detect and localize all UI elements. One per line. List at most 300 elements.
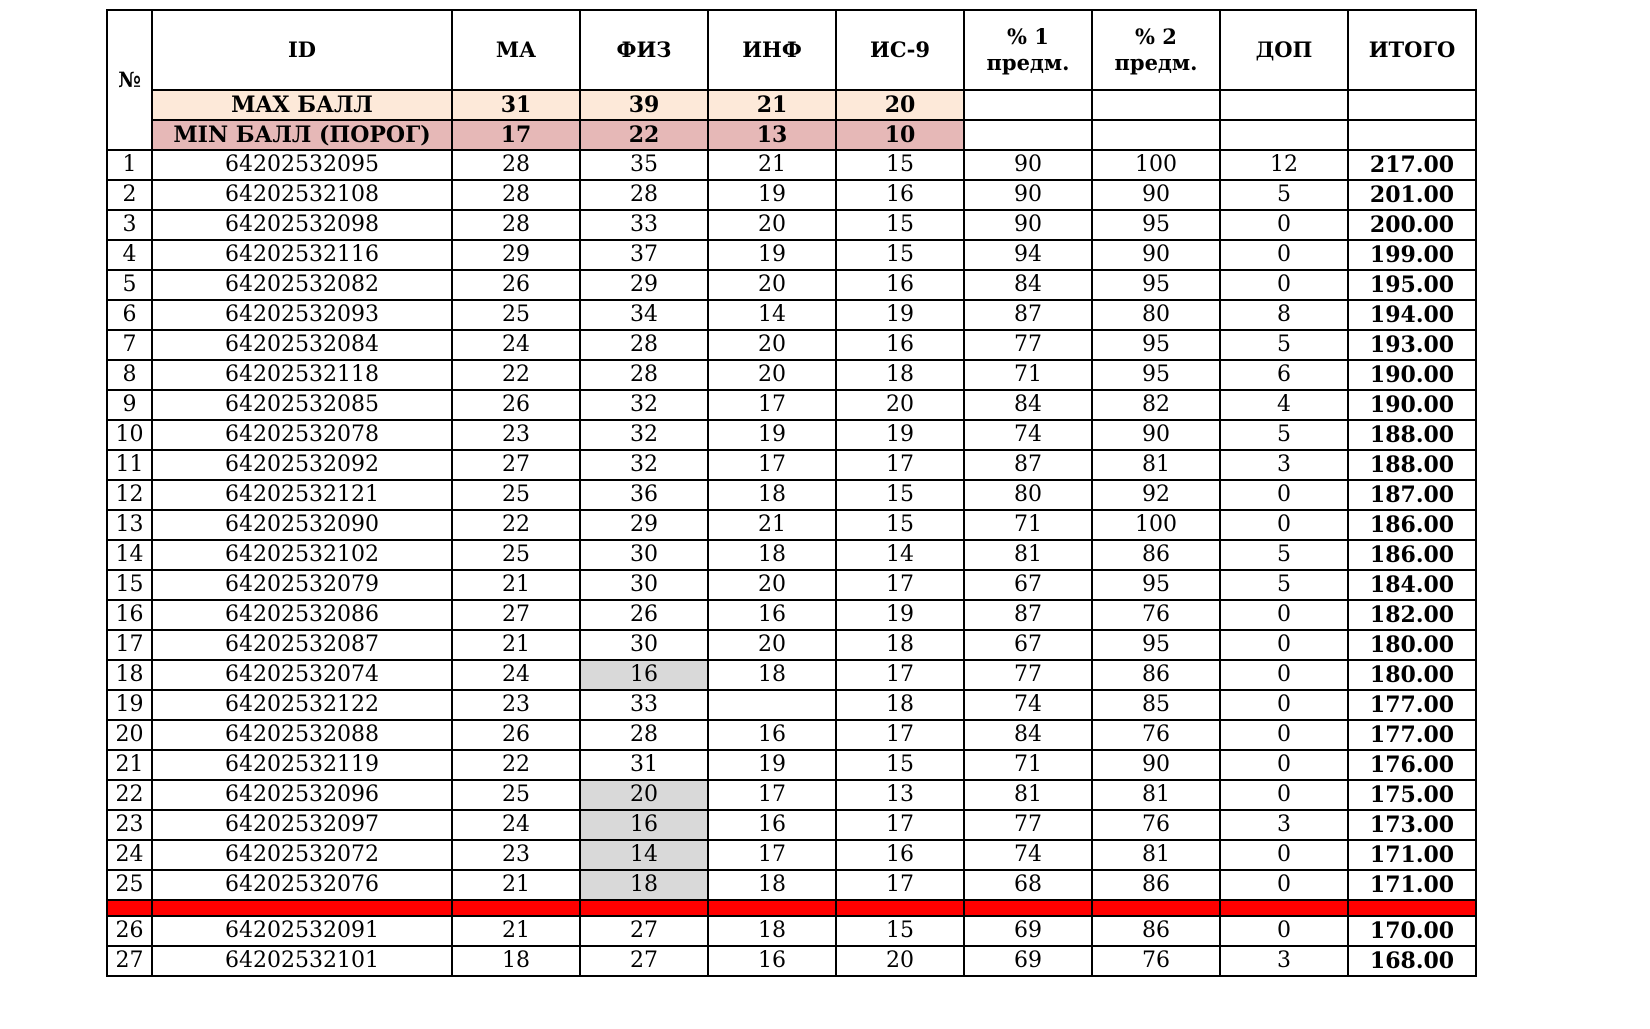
- row-is9: 15: [836, 150, 964, 180]
- row-pct1: 77: [964, 330, 1092, 360]
- max-inf: 21: [708, 90, 836, 120]
- header-pct2: [1092, 10, 1220, 90]
- cutoff-separator-cell: [452, 900, 580, 916]
- row-inf: 20: [708, 210, 836, 240]
- row-inf: 16: [708, 946, 836, 976]
- row-pct1: 71: [964, 360, 1092, 390]
- row-is9: 15: [836, 480, 964, 510]
- row-fiz: 27: [580, 916, 708, 946]
- row-id: 64202532092: [152, 450, 452, 480]
- row-pct1: 90: [964, 210, 1092, 240]
- row-id: 64202532122: [152, 690, 452, 720]
- ranking-table: [106, 9, 1477, 977]
- row-pct1: 68: [964, 870, 1092, 900]
- row-is9: 18: [836, 690, 964, 720]
- row-dop: 0: [1220, 720, 1348, 750]
- row-is9: 17: [836, 720, 964, 750]
- row-total: 186.00: [1348, 510, 1476, 540]
- row-dop: 3: [1220, 946, 1348, 976]
- row-pct2: 81: [1092, 450, 1220, 480]
- table-row: [107, 450, 1476, 480]
- header-ma: МА: [452, 10, 580, 90]
- row-pct1: 84: [964, 390, 1092, 420]
- row-id: 64202532090: [152, 510, 452, 540]
- row-is9: 16: [836, 330, 964, 360]
- row-is9: 19: [836, 300, 964, 330]
- row-dop: 3: [1220, 810, 1348, 840]
- table-body: [107, 10, 1476, 976]
- row-total: 175.00: [1348, 780, 1476, 810]
- header-fiz: ФИЗ: [580, 10, 708, 90]
- row-pct1: 87: [964, 300, 1092, 330]
- row-pct2: 82: [1092, 390, 1220, 420]
- row-dop: 0: [1220, 210, 1348, 240]
- row-dop: 5: [1220, 420, 1348, 450]
- header-id: ID: [152, 10, 452, 90]
- row-is9: 20: [836, 390, 964, 420]
- row-ma: 24: [452, 810, 580, 840]
- row-number: 2: [107, 180, 152, 210]
- row-total: 180.00: [1348, 660, 1476, 690]
- row-pct1: 74: [964, 420, 1092, 450]
- row-inf: 18: [708, 540, 836, 570]
- row-dop: 12: [1220, 150, 1348, 180]
- row-pct1: 69: [964, 946, 1092, 976]
- row-number: 17: [107, 630, 152, 660]
- row-is9: 17: [836, 660, 964, 690]
- row-total: 201.00: [1348, 180, 1476, 210]
- row-inf: 21: [708, 150, 836, 180]
- row-fiz: 16: [580, 810, 708, 840]
- row-pct2: 100: [1092, 510, 1220, 540]
- row-fiz: 16: [580, 660, 708, 690]
- min-empty-cell: [964, 120, 1092, 150]
- max-fiz: 39: [580, 90, 708, 120]
- row-ma: 23: [452, 690, 580, 720]
- row-ma: 27: [452, 600, 580, 630]
- header-pct1: [964, 10, 1092, 90]
- row-inf: 18: [708, 916, 836, 946]
- min-fiz: 22: [580, 120, 708, 150]
- row-dop: 0: [1220, 690, 1348, 720]
- row-is9: 15: [836, 750, 964, 780]
- row-total: 171.00: [1348, 840, 1476, 870]
- row-is9: 18: [836, 360, 964, 390]
- table-row: [107, 690, 1476, 720]
- row-dop: 0: [1220, 750, 1348, 780]
- row-ma: 21: [452, 570, 580, 600]
- max-score-row: [107, 90, 1476, 120]
- row-number: 8: [107, 360, 152, 390]
- cutoff-separator-cell: [1220, 900, 1348, 916]
- header-dop: ДОП: [1220, 10, 1348, 90]
- row-dop: 6: [1220, 360, 1348, 390]
- table-row: [107, 510, 1476, 540]
- row-total: 188.00: [1348, 450, 1476, 480]
- row-is9: 17: [836, 450, 964, 480]
- row-number: 7: [107, 330, 152, 360]
- row-is9: 18: [836, 630, 964, 660]
- table-row: [107, 360, 1476, 390]
- row-number: 15: [107, 570, 152, 600]
- row-pct2: 76: [1092, 946, 1220, 976]
- row-pct2: 86: [1092, 916, 1220, 946]
- cutoff-separator-cell: [964, 900, 1092, 916]
- max-is9: 20: [836, 90, 964, 120]
- header-row: [107, 10, 1476, 90]
- row-fiz: 30: [580, 540, 708, 570]
- row-inf: 20: [708, 270, 836, 300]
- row-id: 64202532079: [152, 570, 452, 600]
- max-empty-cell: [1092, 90, 1220, 120]
- row-dop: 0: [1220, 780, 1348, 810]
- row-pct1: 71: [964, 510, 1092, 540]
- header-pct2-line2: предм.: [1114, 50, 1198, 75]
- row-number: 20: [107, 720, 152, 750]
- row-number: 13: [107, 510, 152, 540]
- row-id: 64202532116: [152, 240, 452, 270]
- row-number: 14: [107, 540, 152, 570]
- table-row: [107, 840, 1476, 870]
- cutoff-separator-cell: [836, 900, 964, 916]
- max-empty-cell: [1348, 90, 1476, 120]
- row-dop: 0: [1220, 916, 1348, 946]
- row-pct1: 67: [964, 630, 1092, 660]
- row-ma: 21: [452, 630, 580, 660]
- header-pct2-line1: % 2: [1135, 24, 1177, 49]
- cutoff-separator-cell: [708, 900, 836, 916]
- row-number: 23: [107, 810, 152, 840]
- row-number: 9: [107, 390, 152, 420]
- row-ma: 24: [452, 330, 580, 360]
- row-number: 18: [107, 660, 152, 690]
- row-ma: 27: [452, 450, 580, 480]
- row-number: 6: [107, 300, 152, 330]
- row-is9: 19: [836, 600, 964, 630]
- header-inf: ИНФ: [708, 10, 836, 90]
- table-row: [107, 210, 1476, 240]
- table-row: [107, 780, 1476, 810]
- table-row: [107, 810, 1476, 840]
- header-is9: ИС-9: [836, 10, 964, 90]
- row-fiz: 31: [580, 750, 708, 780]
- table-row: [107, 420, 1476, 450]
- row-fiz: 33: [580, 210, 708, 240]
- min-is9: 10: [836, 120, 964, 150]
- row-dop: 5: [1220, 180, 1348, 210]
- row-id: 64202532121: [152, 480, 452, 510]
- row-pct2: 86: [1092, 870, 1220, 900]
- row-number: 25: [107, 870, 152, 900]
- min-inf: 13: [708, 120, 836, 150]
- row-number: 22: [107, 780, 152, 810]
- row-pct2: 76: [1092, 720, 1220, 750]
- row-id: 64202532088: [152, 720, 452, 750]
- row-dop: 0: [1220, 270, 1348, 300]
- row-pct1: 74: [964, 840, 1092, 870]
- row-pct1: 74: [964, 690, 1092, 720]
- row-id: 64202532098: [152, 210, 452, 240]
- row-pct2: 80: [1092, 300, 1220, 330]
- row-inf: 16: [708, 810, 836, 840]
- row-total: 217.00: [1348, 150, 1476, 180]
- row-total: 171.00: [1348, 870, 1476, 900]
- row-pct1: 90: [964, 180, 1092, 210]
- row-ma: 23: [452, 420, 580, 450]
- row-ma: 21: [452, 916, 580, 946]
- row-total: 180.00: [1348, 630, 1476, 660]
- row-is9: 15: [836, 210, 964, 240]
- row-number: 26: [107, 916, 152, 946]
- min-empty-cell: [1092, 120, 1220, 150]
- row-fiz: 32: [580, 450, 708, 480]
- row-is9: 16: [836, 270, 964, 300]
- row-id: 64202532078: [152, 420, 452, 450]
- row-ma: 25: [452, 540, 580, 570]
- table-row: [107, 330, 1476, 360]
- row-fiz: 27: [580, 946, 708, 976]
- row-pct2: 90: [1092, 750, 1220, 780]
- row-fiz: 28: [580, 330, 708, 360]
- row-inf: 17: [708, 840, 836, 870]
- row-pct2: 95: [1092, 630, 1220, 660]
- row-number: 5: [107, 270, 152, 300]
- row-inf: 20: [708, 360, 836, 390]
- row-number: 10: [107, 420, 152, 450]
- row-id: 64202532102: [152, 540, 452, 570]
- row-is9: 16: [836, 840, 964, 870]
- row-is9: 14: [836, 540, 964, 570]
- row-fiz: 28: [580, 180, 708, 210]
- row-inf: 19: [708, 180, 836, 210]
- row-total: 190.00: [1348, 390, 1476, 420]
- row-number: 24: [107, 840, 152, 870]
- row-is9: 17: [836, 870, 964, 900]
- row-id: 64202532084: [152, 330, 452, 360]
- max-empty-cell: [1220, 90, 1348, 120]
- cutoff-separator-cell: [580, 900, 708, 916]
- header-num: №: [107, 10, 152, 150]
- min-ma: 17: [452, 120, 580, 150]
- row-id: 64202532118: [152, 360, 452, 390]
- table-row: [107, 240, 1476, 270]
- row-inf: 16: [708, 720, 836, 750]
- row-total: 194.00: [1348, 300, 1476, 330]
- row-inf: 18: [708, 870, 836, 900]
- row-total: 170.00: [1348, 916, 1476, 946]
- row-id: 64202532093: [152, 300, 452, 330]
- row-number: 11: [107, 450, 152, 480]
- row-dop: 3: [1220, 450, 1348, 480]
- header-pct1-line2: предм.: [986, 50, 1070, 75]
- row-fiz: 34: [580, 300, 708, 330]
- row-total: 186.00: [1348, 540, 1476, 570]
- row-dop: 0: [1220, 870, 1348, 900]
- row-dop: 5: [1220, 330, 1348, 360]
- row-inf: 19: [708, 420, 836, 450]
- row-fiz: 18: [580, 870, 708, 900]
- row-pct2: 95: [1092, 330, 1220, 360]
- row-fiz: 26: [580, 600, 708, 630]
- row-total: 200.00: [1348, 210, 1476, 240]
- table-row: [107, 916, 1476, 946]
- row-fiz: 29: [580, 510, 708, 540]
- row-is9: 16: [836, 180, 964, 210]
- row-fiz: 32: [580, 390, 708, 420]
- row-ma: 22: [452, 510, 580, 540]
- row-dop: 0: [1220, 510, 1348, 540]
- row-pct2: 100: [1092, 150, 1220, 180]
- row-is9: 17: [836, 810, 964, 840]
- min-score-row: [107, 120, 1476, 150]
- row-id: 64202532091: [152, 916, 452, 946]
- row-pct1: 94: [964, 240, 1092, 270]
- row-number: 3: [107, 210, 152, 240]
- row-number: 27: [107, 946, 152, 976]
- row-pct1: 84: [964, 270, 1092, 300]
- row-number: 19: [107, 690, 152, 720]
- row-inf: 19: [708, 240, 836, 270]
- table-row: [107, 750, 1476, 780]
- row-ma: 26: [452, 720, 580, 750]
- table-row: [107, 150, 1476, 180]
- row-pct2: 92: [1092, 480, 1220, 510]
- row-total: 190.00: [1348, 360, 1476, 390]
- row-inf: 17: [708, 450, 836, 480]
- table-row: [107, 180, 1476, 210]
- row-inf: 18: [708, 660, 836, 690]
- row-is9: 15: [836, 510, 964, 540]
- row-ma: 26: [452, 390, 580, 420]
- row-total: 177.00: [1348, 690, 1476, 720]
- row-pct2: 90: [1092, 180, 1220, 210]
- row-dop: 0: [1220, 600, 1348, 630]
- row-pct2: 95: [1092, 210, 1220, 240]
- row-total: 182.00: [1348, 600, 1476, 630]
- table-row: [107, 600, 1476, 630]
- row-total: 177.00: [1348, 720, 1476, 750]
- row-is9: 13: [836, 780, 964, 810]
- row-id: 64202532096: [152, 780, 452, 810]
- row-fiz: 36: [580, 480, 708, 510]
- row-number: 1: [107, 150, 152, 180]
- row-pct2: 76: [1092, 600, 1220, 630]
- row-ma: 28: [452, 150, 580, 180]
- cutoff-separator-cell: [152, 900, 452, 916]
- row-pct1: 80: [964, 480, 1092, 510]
- row-id: 64202532097: [152, 810, 452, 840]
- row-inf: 17: [708, 780, 836, 810]
- row-inf: 21: [708, 510, 836, 540]
- row-inf: 14: [708, 300, 836, 330]
- row-dop: 0: [1220, 660, 1348, 690]
- row-pct1: 77: [964, 660, 1092, 690]
- row-pct2: 86: [1092, 540, 1220, 570]
- min-empty-cell: [1348, 120, 1476, 150]
- row-ma: 22: [452, 750, 580, 780]
- row-pct2: 81: [1092, 780, 1220, 810]
- row-pct1: 69: [964, 916, 1092, 946]
- row-fiz: 14: [580, 840, 708, 870]
- min-score-label: MIN БАЛЛ (ПОРОГ): [152, 120, 452, 150]
- row-fiz: 35: [580, 150, 708, 180]
- row-ma: 24: [452, 660, 580, 690]
- row-dop: 0: [1220, 240, 1348, 270]
- row-pct2: 95: [1092, 270, 1220, 300]
- row-fiz: 33: [580, 690, 708, 720]
- row-pct1: 84: [964, 720, 1092, 750]
- row-number: 16: [107, 600, 152, 630]
- row-pct2: 86: [1092, 660, 1220, 690]
- row-number: 4: [107, 240, 152, 270]
- row-fiz: 32: [580, 420, 708, 450]
- row-pct2: 90: [1092, 420, 1220, 450]
- row-number: 12: [107, 480, 152, 510]
- row-ma: 22: [452, 360, 580, 390]
- row-ma: 25: [452, 780, 580, 810]
- row-fiz: 37: [580, 240, 708, 270]
- row-total: 173.00: [1348, 810, 1476, 840]
- table-row: [107, 480, 1476, 510]
- row-ma: 28: [452, 210, 580, 240]
- row-pct1: 90: [964, 150, 1092, 180]
- row-inf: 16: [708, 600, 836, 630]
- row-id: 64202532119: [152, 750, 452, 780]
- row-dop: 0: [1220, 630, 1348, 660]
- row-pct2: 95: [1092, 570, 1220, 600]
- table-row: [107, 946, 1476, 976]
- row-id: 64202532074: [152, 660, 452, 690]
- row-id: 64202532082: [152, 270, 452, 300]
- row-total: 184.00: [1348, 570, 1476, 600]
- row-fiz: 30: [580, 630, 708, 660]
- row-total: 193.00: [1348, 330, 1476, 360]
- table-row: [107, 300, 1476, 330]
- row-is9: 19: [836, 420, 964, 450]
- row-inf: 20: [708, 330, 836, 360]
- row-number: 21: [107, 750, 152, 780]
- row-pct1: 77: [964, 810, 1092, 840]
- row-fiz: 28: [580, 360, 708, 390]
- row-dop: 0: [1220, 480, 1348, 510]
- table-row: [107, 630, 1476, 660]
- cutoff-separator-row: [107, 900, 1476, 916]
- row-ma: 25: [452, 480, 580, 510]
- row-id: 64202532072: [152, 840, 452, 870]
- row-dop: 5: [1220, 570, 1348, 600]
- table-row: [107, 870, 1476, 900]
- row-fiz: 20: [580, 780, 708, 810]
- row-total: 168.00: [1348, 946, 1476, 976]
- row-dop: 0: [1220, 840, 1348, 870]
- row-id: 64202532108: [152, 180, 452, 210]
- row-total: 195.00: [1348, 270, 1476, 300]
- row-id: 64202532076: [152, 870, 452, 900]
- row-total: 188.00: [1348, 420, 1476, 450]
- row-ma: 28: [452, 180, 580, 210]
- row-inf: [708, 690, 836, 720]
- table-row: [107, 720, 1476, 750]
- row-is9: 15: [836, 240, 964, 270]
- row-ma: 18: [452, 946, 580, 976]
- table-row: [107, 270, 1476, 300]
- row-ma: 21: [452, 870, 580, 900]
- row-inf: 19: [708, 750, 836, 780]
- header-pct1-line1: % 1: [1007, 24, 1049, 49]
- row-dop: 5: [1220, 540, 1348, 570]
- min-empty-cell: [1220, 120, 1348, 150]
- row-pct1: 81: [964, 540, 1092, 570]
